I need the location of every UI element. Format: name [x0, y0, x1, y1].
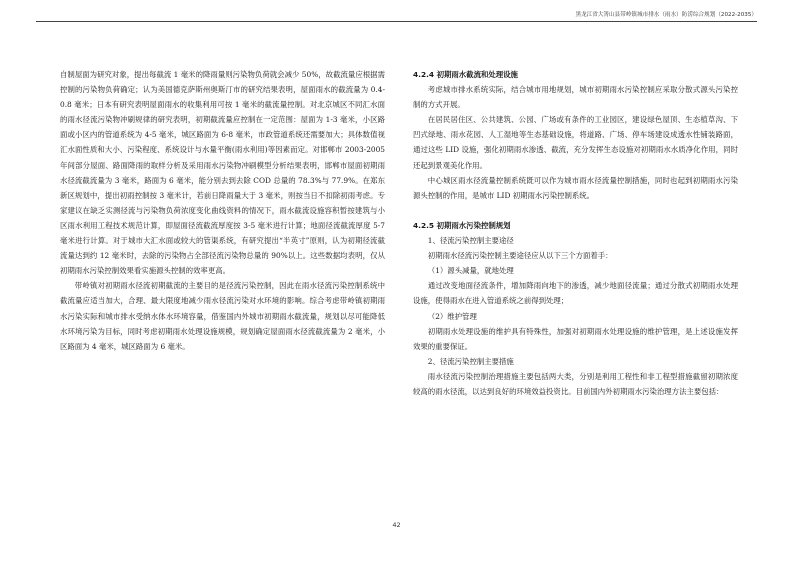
right-column	[413, 67, 738, 399]
subitem-2-title: （2）维护管理	[427, 311, 477, 321]
header-divider	[36, 21, 757, 22]
section-4-2-4-paragraph-1: 考虑城市排水系统实际，结合城市用地规划，城市初期雨水污染控制应采取分散式源头污染控制的方式开展。	[413, 85, 738, 110]
left-paragraph-1: 自制屋面为研究对象，提出每截流 1 毫米的降雨量则污染物负荷就会减少 50%，故截流量应根据需控制的污染物负荷确定；认为美国德克萨斯州奥斯汀市的研究结果表明，屋面雨水的截流量为 0.4-0.8 毫米；日本有研究表明屋面雨水的收集利用可按 1 毫米的截流量控制。对北京城区不同汇水面的雨水径流污染物冲刷规律的研究表明，初期截流量应控制在一定范围：屋面为 1-3 毫米，小区路面或小区内的管道系统为 4-5 毫米，城区路面为 6-8 毫米，市政管道系统还需要加大；具体数值视汇水面性质和大小、污染程度、系统设计与水量平衡(雨水利用)等因素而定。对邯郸市 2003-2005 年间部分屋面、路面降雨的取样分析及采用雨水污染物冲刷模型分析结果表明，邯郸市屋面初期雨水径流截流量为 3 毫米，路面为 6 毫米，能分别去到去除 COD 总量的 78.3%与 77.9%。在郑东新区规划中，提出初雨控制按 3 毫米计，若前日降雨量大于 3 毫米，则按当日不扣除初雨考虑。专家建议在缺乏实测径流与污染物负荷浓度变化曲线资料的情况下，雨水截流设施容积暂按建筑与小区雨水利用工程技术规范计算，即屋面径流截流厚度按 3-5 毫米进行计算；地面径流截流厚度 5-7 毫米进行计算。对于城市大汇水面或较大的管渠系统，有研究提出“半英寸”原则，认为初期径流截流量达到约 12 毫米时，去除的污染物占全部径流污染物总量的 90%以上。这些数据均表明，仅从初期雨水污染控制效果看实施源头控制的效率更高。	[60, 70, 385, 276]
item-2-title: 2、径流污染控制主要措施	[427, 356, 514, 366]
left-column	[60, 67, 385, 354]
item-2-text: 雨水径流污染控制治理措施主要包括两大类，分别是利用工程性和非工程型措施截留初期浓度较高的雨水径流，以达到良好的环境效益投资比。目前国内外初期雨水污染治理方法主要包括：	[413, 371, 738, 396]
item-1-title: 1、径流污染控制主要途径	[427, 236, 514, 246]
section-heading-4-2-5: 4.2.5 初期雨水污染控制规划	[413, 220, 511, 230]
subitem-1-title: （1）源头减量，就地处理	[427, 266, 514, 276]
left-paragraph-2: 带岭镇对初期雨水径流初期截流的主要目的是径流污染控制，因此在雨水径流污染控制系统中截流量应适当加大，合理、最大限度地减少雨水径流污染对水环境的影响。综合考虑带岭镇初期雨水污染实际和城市排水受纳水体水环境容量，借鉴国内外城市初期雨水截流量，规划以尽可能降低水环境污染为目标，同时考虑初期雨水处理设施规模，规划确定屋面雨水径流截流量为 2 毫米，小区路面为 4 毫米，城区路面为 6 毫米。	[60, 281, 385, 351]
section-heading-4-2-4: 4.2.4 初期雨水截流和处理设施	[413, 70, 518, 79]
item-1-intro: 初期雨水径流污染控制主要途径应从以下三个方面着手：	[427, 251, 613, 261]
subitem-1-text: 通过改变地面径流条件，增加降雨向地下的渗透，减少地面径流量；通过分散式初期雨水处理设施，使得雨水在进入管道系统之前得到处理；	[413, 281, 738, 306]
document-header-title: 黑龙江省大箐山县带岭镇城市排水（雨水）防涝综合规划（2022-2035）	[575, 12, 757, 18]
page-number: 42	[392, 521, 401, 529]
section-spacer	[413, 203, 738, 218]
subitem-2-text: 初期雨水处理设施的维护具有特殊性，加强对初期雨水处理设施的维护管理，是上述设施发挥效果的重要保证。	[413, 326, 738, 351]
section-4-2-4-paragraph-3: 中心城区雨水径流量控制系统既可以作为城市雨水径流量控制措施，同时也起到初期雨水污染源头控制的作用，是城市 LID 初期雨水污染控制系统。	[413, 175, 738, 200]
section-4-2-4-paragraph-2: 在居民居住区、公共建筑、公园、广场或有条件的工业园区，建设绿色屋顶、生态植草沟、下凹式绿地、雨水花园、人工湿地等生态基础设施，将道路、广场、停车场建设成透水性铺装路面，通过这些 LID 设施，强化初期雨水渗透、截流，充分发挥生态设施对初期雨水水质净化作用，同时还起到景观美化作用。	[413, 115, 738, 170]
